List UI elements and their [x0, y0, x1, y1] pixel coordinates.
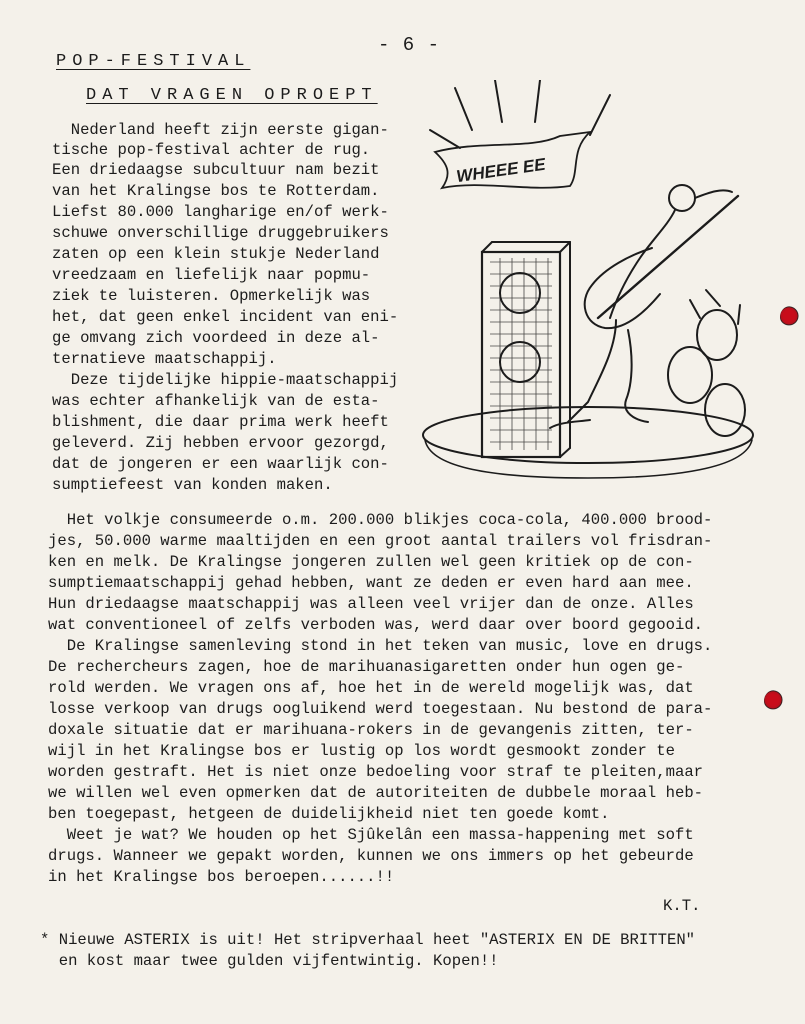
footnote-line: * Nieuwe ASTERIX is uit! Het stripverhaal heet "ASTERIX EN DE BRITTEN": [40, 931, 696, 949]
body-line: wat conventioneel of zelfs verboden was, werd daar over boord gegooid.: [48, 616, 704, 634]
footnote-line: en kost maar twee gulden vijfentwintig. Kopen!!: [40, 952, 499, 970]
body-line: we willen wel even opmerken dat de autoriteiten de dubbele moraal heb-: [48, 784, 704, 802]
body-line: drugs. Wanneer we gepakt worden, kunnen we ons immers op het gebeurde: [48, 847, 694, 865]
body-line: De rechercheurs zagen, hoe de marihuanasigaretten onder hun ogen ge-: [48, 658, 685, 676]
column-line: zaten op een klein stukje Nederland: [52, 245, 380, 263]
body-line: Weet je wat? We houden op het Sjûkelân een massa-happening met soft: [48, 826, 694, 844]
column-line: blishment, die daar prima werk heeft: [52, 413, 389, 431]
column-line: schuwe onverschillige druggebruikers: [52, 224, 389, 242]
body-line: in het Kralingse bos beroepen......!!: [48, 868, 395, 886]
author-signature: K.T.: [663, 897, 701, 915]
column-line: ge omvang zich voordeed in deze al-: [52, 329, 380, 347]
column-line: ternatieve maatschappij.: [52, 350, 277, 368]
body-line: losse verkoop van drugs oogluikend werd toegestaan. Nu bestond de para-: [48, 700, 713, 718]
column-line: Nederland heeft zijn eerste gigan-: [52, 121, 389, 139]
column-line: Een driedaagse subcultuur nam bezit: [52, 161, 380, 179]
body-line: wijl in het Kralingse bos er lustig op los wordt gesmookt zonder te: [48, 742, 675, 760]
body-line: De Kralingse samenleving stond in het teken van music, love en drugs.: [48, 637, 713, 655]
column-line: van het Kralingse bos te Rotterdam.: [52, 182, 380, 200]
column-line: vreedzaam en liefelijk naar popmu-: [52, 266, 371, 284]
column-line: dat de jongeren er een waarlijk con-: [52, 455, 389, 473]
binder-hole-mark: [780, 306, 800, 328]
column-line: Liefst 80.000 langharige en/of werk-: [52, 203, 389, 221]
body-line: doxale situatie dat er marihuana-rokers in de gevangenis zitten, ter-: [48, 721, 694, 739]
body-line: Het volkje consumeerde o.m. 200.000 blikjes coca-cola, 400.000 brood-: [48, 511, 713, 529]
column-line: ziek te luisteren. Opmerkelijk was: [52, 287, 371, 305]
body-line: worden gestraft. Het is niet onze bedoeling voor straf te pleiten,maar: [48, 763, 704, 781]
page-number: - 6 -: [378, 34, 441, 56]
title-line-1: POP-FESTIVAL: [56, 52, 251, 71]
body-line: ken en melk. De Kralingse jongeren zullen wel geen kritiek op de con-: [48, 553, 694, 571]
column-line: tische pop-festival achter de rug.: [52, 141, 371, 159]
column-line: sumptiefeest van konden maken.: [52, 476, 333, 494]
illustration-caption: WHEEE EE: [455, 154, 547, 187]
title-line-2: DAT VRAGEN OPROEPT: [86, 86, 378, 105]
column-line: het, dat geen enkel incident van eni-: [52, 308, 399, 326]
column-line: geleverd. Zij hebben ervoor gezorgd,: [52, 434, 389, 452]
guitarist-illustration: [420, 80, 760, 500]
body-line: sumptiemaatschappij gehad hebben, want ze deden er even hard aan mee.: [48, 574, 694, 592]
body-line: rold werden. We vragen ons af, hoe het in de wereld mogelijk was, dat: [48, 679, 694, 697]
body-line: jes, 50.000 warme maaltijden en een groot aantal trailers vol frisdran-: [48, 532, 713, 550]
body-line: ben toegepast, hetgeen de duidelijkheid niet ten goede komt.: [48, 805, 610, 823]
binder-hole-mark: [764, 690, 784, 712]
column-line: Deze tijdelijke hippie-maatschappij: [52, 371, 399, 389]
body-line: Hun driedaagse maatschappij was alleen veel vrijer dan de onze. Alles: [48, 595, 694, 613]
column-line: was echter afhankelijk van de esta-: [52, 392, 380, 410]
